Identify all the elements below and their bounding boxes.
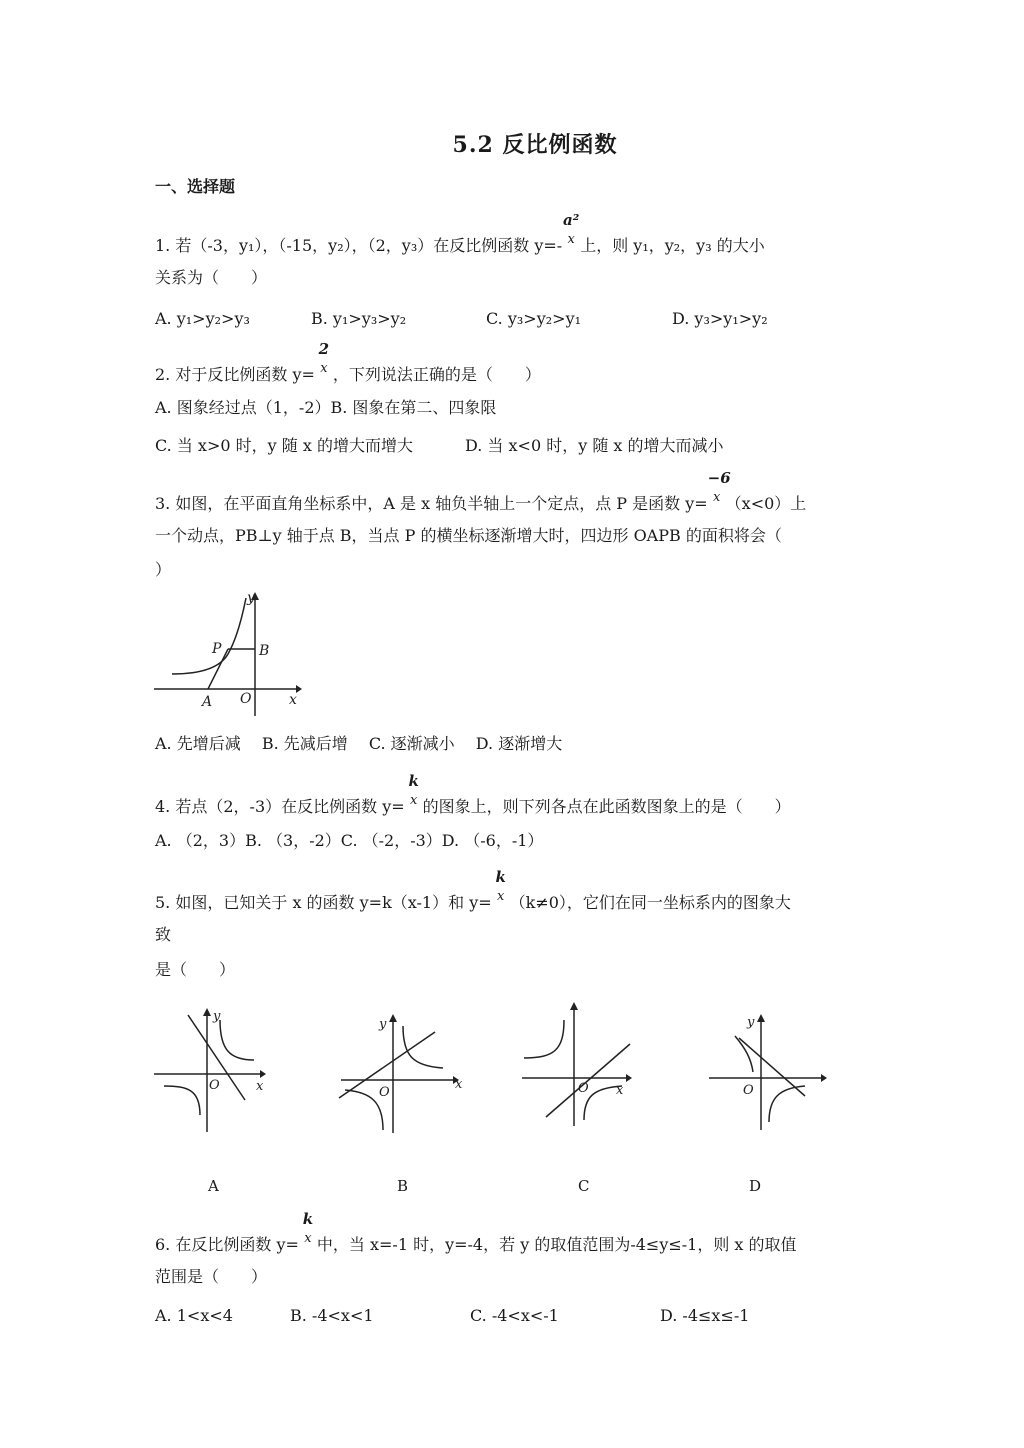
q4-frac-num: k — [408, 772, 419, 790]
x-axis-arrow-icon — [626, 1074, 632, 1082]
hyperbola-branch-1 — [220, 1020, 254, 1060]
label-o: O — [240, 691, 252, 707]
q1-fraction — [562, 211, 580, 256]
y-axis-arrow-icon — [389, 1014, 397, 1022]
q4-text-pre: 4. 若点（2，-3）在反比例函数 y= — [155, 797, 405, 816]
q3-line2: 一个动点，PB⊥y 轴于点 B，当点 P 的横坐标逐渐增大时，四边形 OAPB 的面积将会（ — [155, 526, 782, 545]
label-b: B — [259, 643, 270, 659]
q2-fraction — [315, 340, 333, 385]
q4-options[interactable]: A. （2，3）B. （3，-2）C. （-2，-3）D. （-6，-1） — [155, 831, 544, 850]
label-o: O — [578, 1081, 589, 1096]
q6-line1 — [155, 1210, 797, 1255]
label-y: y — [247, 590, 255, 606]
q4-line1 — [155, 772, 791, 817]
q6-option-a[interactable]: A. 1<x<4 — [155, 1306, 233, 1325]
q1-text-post: 上，则 y₁，y₂，y₃ 的大小 — [580, 236, 765, 255]
q1-option-b[interactable]: B. y₁>y₃>y₂ — [311, 309, 407, 328]
q1-option-d[interactable]: D. y₃>y₁>y₂ — [672, 309, 768, 328]
label-x: x — [455, 1077, 463, 1092]
q5-figure-b — [335, 1008, 470, 1138]
q2-text-pre: 2. 对于反比例函数 y= — [155, 365, 315, 384]
q4-text-post: 的图象上，则下列各点在此函数图象上的是（ ） — [422, 797, 791, 816]
q6-fraction — [299, 1210, 317, 1255]
q4-frac-den: x — [409, 793, 418, 808]
q5-line3: 是（ ） — [155, 960, 236, 979]
page-title: 5.2 反比例函数 — [452, 132, 618, 158]
q2-option-c[interactable]: C. 当 x>0 时，y 随 x 的增大而增大 — [155, 436, 413, 455]
section-heading: 一、选择题 — [155, 177, 236, 196]
q5-text-post: （k≠0），它们在同一坐标系内的图象大 — [509, 893, 791, 912]
q1-option-c[interactable]: C. y₃>y₂>y₁ — [486, 309, 582, 328]
label-x: x — [289, 692, 297, 708]
label-o: O — [209, 1078, 220, 1093]
q5-line2: 致 — [155, 925, 172, 944]
q5-fraction — [492, 868, 510, 913]
q6-option-d[interactable]: D. -4≤x≤-1 — [660, 1306, 750, 1325]
hyperbola-branch-1 — [403, 1026, 443, 1068]
y-axis-arrow-icon — [203, 1008, 211, 1016]
q1-text-pre: 1. 若（-3，y₁），（-15，y₂），（2，y₃）在反比例函数 y=- — [155, 236, 563, 255]
q5-figure-c — [518, 1000, 643, 1130]
q2-text-post: ，下列说法正确的是（ ） — [332, 365, 541, 384]
hyperbola-curve — [172, 598, 246, 674]
q6-option-b[interactable]: B. -4<x<1 — [290, 1306, 374, 1325]
label-a: A — [202, 694, 213, 710]
q1-frac-num: a² — [563, 211, 580, 229]
q5-frac-den: x — [496, 889, 505, 904]
q5-caption-b[interactable]: B — [397, 1177, 409, 1195]
q3-line3: ） — [155, 560, 172, 579]
q3-text-post: （x<0）上 — [725, 494, 807, 513]
q2-option-d[interactable]: D. 当 x<0 时，y 随 x 的增大而减小 — [465, 436, 724, 455]
q3-frac-num: −6 — [707, 469, 731, 487]
q6-text-post: 中，当 x=-1 时，y=-4，若 y 的取值范围为-4≤y≤-1，则 x 的取值 — [316, 1235, 797, 1254]
label-o: O — [743, 1083, 754, 1098]
y-axis-arrow-icon — [570, 1002, 578, 1010]
label-y: y — [213, 1009, 221, 1024]
q2-line1 — [155, 340, 541, 385]
q4-fraction — [405, 772, 423, 817]
q2-options-ab[interactable]: A. 图象经过点（1，-2）B. 图象在第二、四象限 — [155, 398, 497, 417]
hyperbola-branch-2 — [345, 1090, 383, 1130]
hyperbola-branch-1 — [524, 1020, 564, 1058]
y-axis-arrow-icon — [757, 1014, 765, 1022]
q1-option-a[interactable]: A. y₁>y₂>y₃ — [155, 309, 250, 328]
q3-text-pre: 3. 如图，在平面直角坐标系中，A 是 x 轴负半轴上一个定点，点 P 是函数 y= — [155, 494, 708, 513]
q3-frac-den: x — [713, 490, 721, 505]
q6-line2: 范围是（ ） — [155, 1267, 268, 1286]
q6-option-c[interactable]: C. -4<x<-1 — [470, 1306, 559, 1325]
q3-line1 — [155, 469, 807, 514]
label-o: O — [379, 1085, 390, 1100]
q6-text-pre: 6. 在反比例函数 y= — [155, 1235, 299, 1254]
q1-frac-den: x — [567, 232, 575, 247]
x-axis-arrow-icon — [260, 1070, 266, 1078]
label-y: y — [747, 1015, 755, 1030]
label-p: P — [212, 641, 222, 657]
q6-frac-num: k — [302, 1210, 314, 1228]
q5-figure-a — [150, 1000, 275, 1135]
q5-caption-d[interactable]: D — [749, 1177, 762, 1195]
x-axis-arrow-icon — [821, 1074, 827, 1082]
q6-frac-den: x — [304, 1231, 312, 1246]
q1-line2: 关系为（ ） — [155, 268, 268, 287]
q2-frac-den: x — [320, 361, 328, 376]
label-x: x — [256, 1079, 264, 1094]
label-x: x — [616, 1083, 624, 1098]
q3-options[interactable]: A. 先增后减 B. 先减后增 C. 逐渐减小 D. 逐渐增大 — [155, 734, 563, 753]
q1-line1 — [155, 211, 765, 256]
q5-caption-c[interactable]: C — [578, 1177, 590, 1195]
q3-figure — [150, 588, 310, 723]
q5-line1 — [155, 868, 791, 913]
q5-frac-num: k — [495, 868, 506, 886]
q3-fraction — [707, 469, 731, 514]
hyperbola-branch-2 — [164, 1086, 200, 1115]
q5-text-pre: 5. 如图，已知关于 x 的函数 y=k（x-1）和 y= — [155, 893, 492, 912]
q5-caption-a[interactable]: A — [208, 1177, 219, 1195]
q2-frac-num: 2 — [318, 340, 330, 358]
label-y: y — [379, 1017, 387, 1032]
q5-figure-d — [705, 1008, 835, 1133]
